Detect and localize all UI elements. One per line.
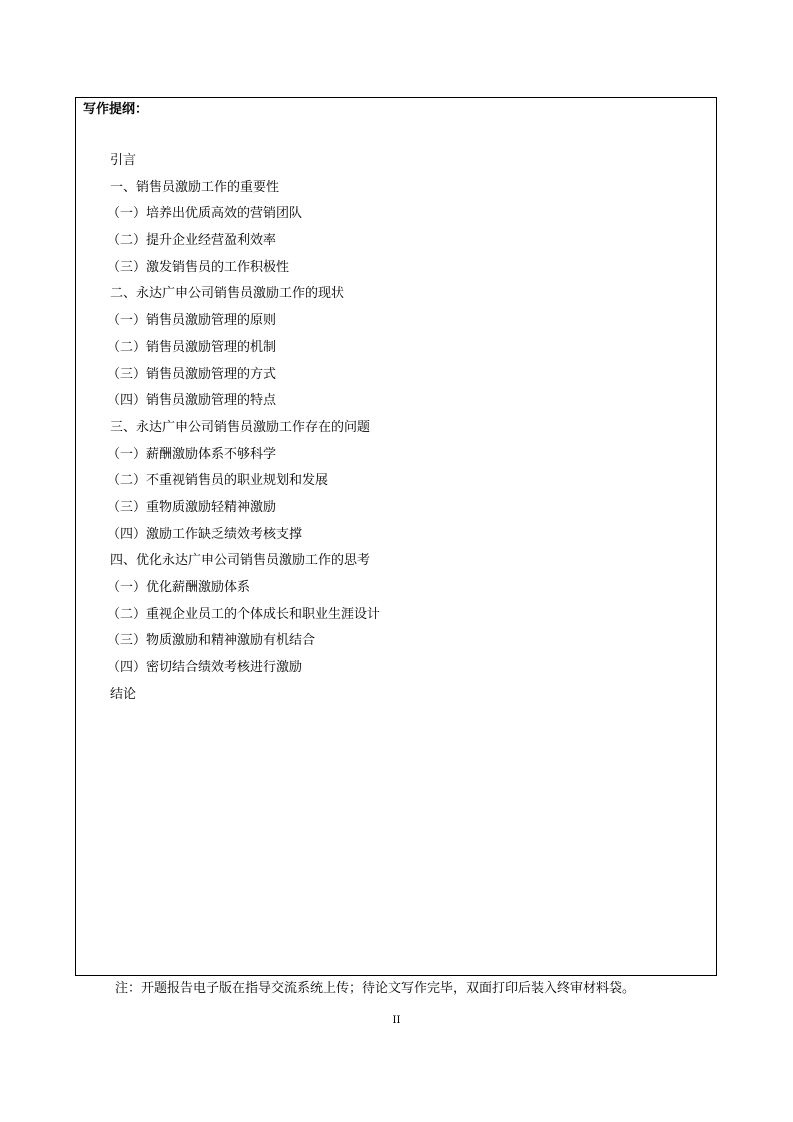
outline-section: 四、优化永达广申公司销售员激励工作的思考 bbox=[110, 553, 371, 569]
outline-subsection: （四）密切结合绩效考核进行激励 bbox=[107, 660, 303, 676]
outline-subsection: （三）物质激励和精神激励有机结合 bbox=[107, 633, 316, 649]
outline-subsection: （一）销售员激励管理的原则 bbox=[107, 313, 277, 329]
outline-subsection: （三）重物质激励轻精神激励 bbox=[107, 499, 277, 515]
outline-subsection: （二）重视企业员工的个体成长和职业生涯设计 bbox=[107, 606, 381, 622]
outline-subsection: （四）激励工作缺乏绩效考核支撑 bbox=[107, 526, 303, 542]
outline-section: 二、永达广申公司销售员激励工作的现状 bbox=[110, 286, 345, 302]
outline-subsection: （一）优化薪酬激励体系 bbox=[107, 580, 251, 595]
page-number: II bbox=[392, 1015, 401, 1026]
outline-section: 一、销售员激励工作的重要性 bbox=[110, 179, 280, 195]
outline-subsection: （四）销售员激励管理的特点 bbox=[107, 393, 277, 409]
outline-subsection: （三）激发销售员的工作积极性 bbox=[107, 259, 290, 275]
outline-subsection: （一）培养出优质高效的营销团队 bbox=[107, 206, 303, 222]
outline-subsection: （三）销售员激励管理的方式 bbox=[107, 366, 277, 382]
outline-section: 引言 bbox=[110, 153, 137, 168]
footnote: 注：开题报告电子版在指导交流系统上传；待论文写作完毕，双面打印后装入终审材料袋。 bbox=[115, 981, 636, 996]
outline-section: 三、永达广申公司销售员激励工作存在的问题 bbox=[110, 419, 371, 435]
outline-subsection: （二）销售员激励管理的机制 bbox=[107, 339, 277, 355]
outline-section: 结论 bbox=[110, 686, 137, 702]
outline-subsection: （二）提升企业经营盈利效率 bbox=[107, 233, 277, 249]
outline-subsection: （一）薪酬激励体系不够科学 bbox=[107, 446, 277, 462]
outline-subsection: （二）不重视销售员的职业规划和发展 bbox=[107, 473, 329, 489]
outline-box bbox=[75, 97, 717, 976]
outline-heading: 写作提纲： bbox=[83, 102, 149, 117]
outline-list bbox=[107, 151, 381, 711]
